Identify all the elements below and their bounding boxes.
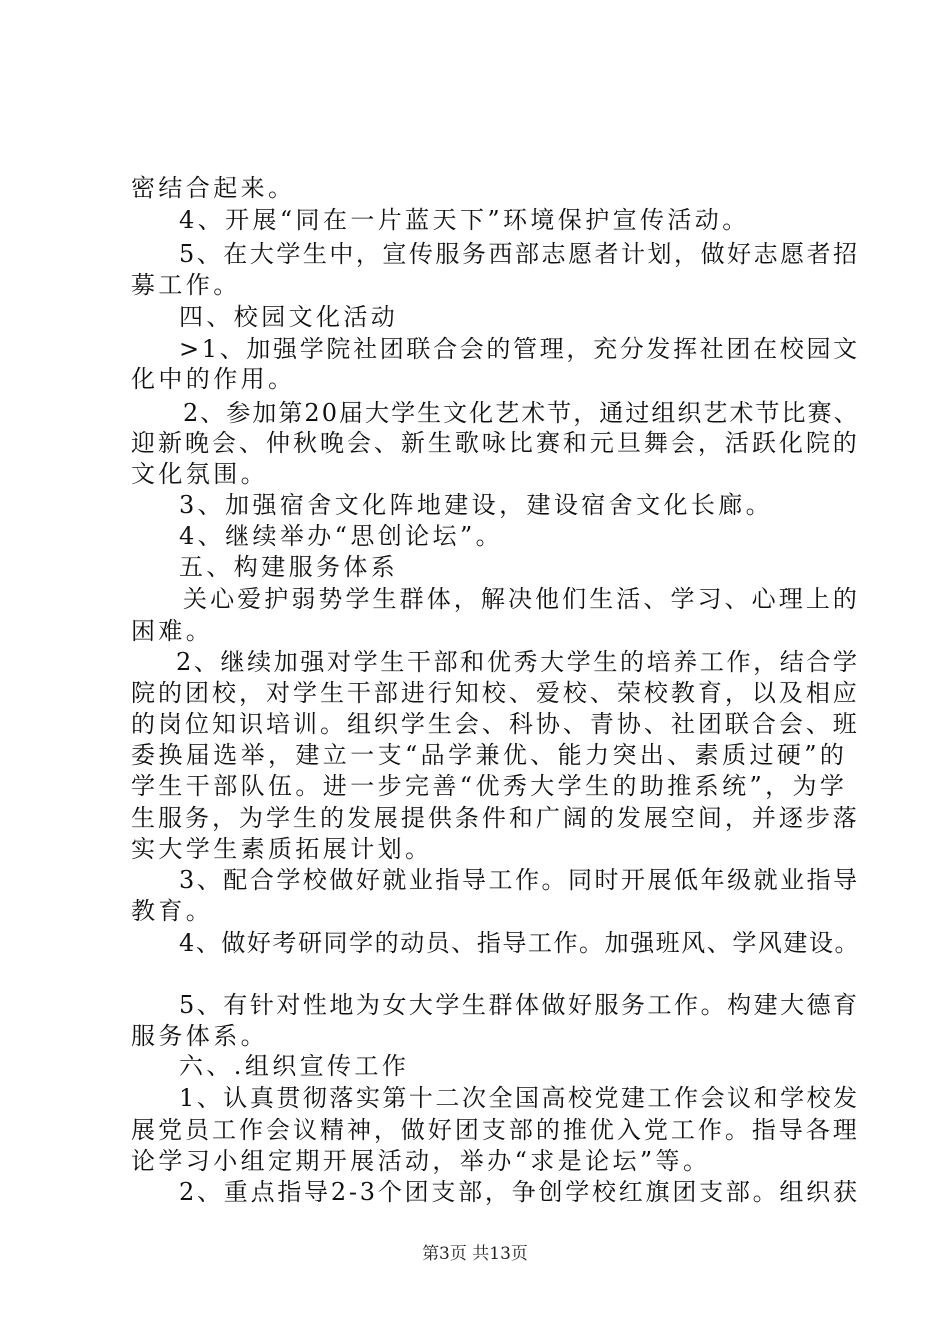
- text-line: 2、重点指导2-3个团支部，争创学校红旗团支部。组织获: [179, 1178, 860, 1206]
- text-line: 服务体系。: [131, 1022, 268, 1050]
- text-line: >1、加强学院社团联合会的管理，充分发挥社团在校园文: [179, 335, 860, 363]
- page-number-footer: 第3页 共13页: [422, 1244, 528, 1264]
- section-heading: 五、构建服务体系: [179, 553, 399, 581]
- text-line: 文化氛围。: [131, 460, 268, 488]
- text-line: 化中的作用。: [131, 365, 296, 393]
- text-line: 实大学生素质拓展计划。: [131, 835, 433, 863]
- text-line: 募工作。: [131, 271, 241, 299]
- text-line: 生服务，为学生的发展提供条件和广阔的发展空间，并逐步落: [131, 804, 860, 832]
- text-line: 5、在大学生中，宣传服务西部志愿者计划，做好志愿者招: [179, 240, 860, 268]
- text-line: 4、继续举办“思创论坛”。: [179, 522, 504, 550]
- text-line: 3、配合学校做好就业指导工作。同时开展低年级就业指导: [179, 866, 860, 894]
- text-line: 关心爱护弱势学生群体，解决他们生活、学习、心理上的: [183, 585, 860, 613]
- text-line: 学生干部队伍。进一步完善“优秀大学生的助推系统”，为学: [131, 772, 848, 800]
- text-line: 展党员工作会议精神，做好团支部的推优入党工作。指导各理: [131, 1116, 860, 1144]
- text-line: 1、认真贯彻落实第十二次全国高校党建工作会议和学校发: [179, 1084, 860, 1112]
- section-heading: 六、.组织宣传工作: [179, 1052, 410, 1080]
- text-line: 教育。: [131, 897, 214, 925]
- text-line: 密结合起来。: [131, 174, 296, 202]
- text-line: 迎新晚会、仲秋晚会、新生歌咏比赛和元旦舞会，活跃化院的: [131, 429, 860, 457]
- text-line: 困难。: [131, 617, 214, 645]
- text-line: 的岗位知识培训。组织学生会、科协、青协、社团联合会、班: [131, 710, 860, 738]
- text-line: 5、有针对性地为女大学生群体做好服务工作。构建大德育: [179, 991, 860, 1019]
- text-line: 4、做好考研同学的动员、指导工作。加强班风、学风建设。: [179, 929, 861, 957]
- section-heading: 四、校园文化活动: [179, 303, 399, 331]
- text-line: 3、加强宿舍文化阵地建设，建设宿舍文化长廊。: [179, 491, 774, 519]
- text-line: 委换届选举，建立一支“品学兼优、能力突出、素质过硬”的: [131, 741, 848, 769]
- text-line: 2、继续加强对学生干部和优秀大学生的培养工作，结合学: [176, 648, 860, 676]
- text-line: 4、开展“同在一片蓝天下”环境保护宣传活动。: [179, 206, 750, 234]
- text-line: 2、参加第20届大学生文化艺术节，通过组织艺术节比赛、: [183, 399, 860, 427]
- text-line: 院的团校，对学生干部进行知校、爱校、荣校教育，以及相应: [131, 679, 860, 707]
- text-line: 论学习小组定期开展活动，举办“求是论坛”等。: [131, 1147, 711, 1175]
